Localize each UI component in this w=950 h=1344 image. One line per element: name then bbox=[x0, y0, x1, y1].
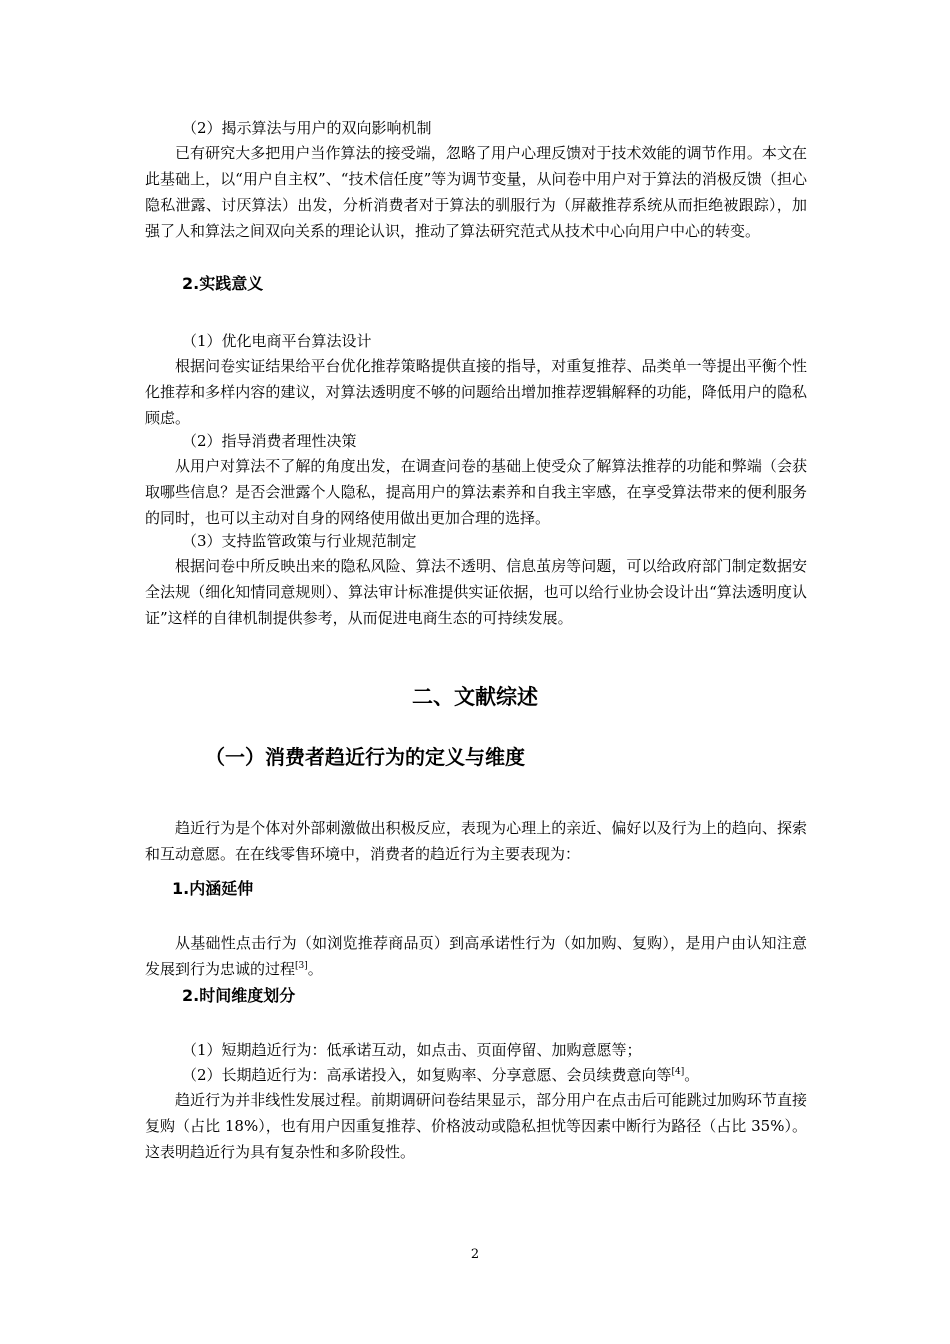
long-term-end: 。 bbox=[684, 1066, 700, 1084]
practice-item-2-title: （2）指导消费者理性决策 bbox=[182, 432, 357, 450]
connotation-body bbox=[145, 930, 807, 982]
approach-behavior-intro: 趋近行为是个体对外部刺激做出积极反应，表现为心理上的亲近、偏好以及行为上的趋向、探索和互动意愿。在在线零售环境中，消费者的趋近行为主要表现为： bbox=[145, 819, 807, 863]
practice-item-3-title: （3）支持监管政策与行业规范制定 bbox=[182, 532, 417, 550]
long-term-text: （2）长期趋近行为：高承诺投入，如复购率、分享意愿、会员续费意向等 bbox=[182, 1066, 672, 1084]
approach-behavior-conclusion: 趋近行为并非线性发展过程。前期调研问卷结果显示，部分用户在点击后可能跳过加购环节直接复购（占比 18%），也有用户因重复推荐、价格波动或隐私担忧等因素中断行为路径（占比 35%）。这表明趋近行为具有复杂性和多阶段性。 bbox=[145, 1091, 807, 1161]
practice-item-1-body: 根据问卷实证结果给平台优化推荐策略提供直接的指导，对重复推荐、品类单一等提出平衡个性化推荐和多样内容的建议，对算法透明度不够的问题给出增加推荐逻辑解释的功能，降低用户的隐私顾虑。 bbox=[145, 357, 807, 427]
subsection-1-title: （一）消费者趋近行为的定义与维度 bbox=[205, 745, 525, 769]
practice-heading: 2.实践意义 bbox=[182, 274, 264, 293]
page-number: 2 bbox=[470, 1247, 480, 1262]
long-term-item bbox=[182, 1062, 802, 1088]
section-2-title: 二、文献综述 bbox=[412, 685, 538, 709]
practice-item-1-title: （1）优化电商平台算法设计 bbox=[182, 332, 372, 350]
time-dimension-heading: 2.时间维度划分 bbox=[182, 986, 296, 1005]
item-2-title: （2）揭示算法与用户的双向影响机制 bbox=[182, 119, 432, 137]
connotation-heading: 1.内涵延伸 bbox=[172, 879, 254, 898]
short-term-item: （1）短期趋近行为：低承诺互动，如点击、页面停留、加购意愿等； bbox=[182, 1041, 642, 1059]
practice-item-3-body: 根据问卷中所反映出来的隐私风险、算法不透明、信息茧房等问题，可以给政府部门制定数据安全法规（细化知情同意规则）、算法审计标准提供实证依据，也可以给行业协会设计出“算法透明度认证”这样的自律机制提供参考，从而促进电商生态的可持续发展。 bbox=[145, 557, 807, 627]
reference-4: [4] bbox=[671, 1067, 685, 1077]
practice-item-2-body: 从用户对算法不了解的角度出发，在调查问卷的基础上使受众了解算法推荐的功能和弊端（会获取哪些信息？是否会泄露个人隐私，提高用户的算法素养和自我主宰感，在享受算法带来的便利服务的同时，也可以主动对自身的网络使用做出更加合理的选择。 bbox=[145, 457, 807, 527]
connotation-text: 从基础性点击行为（如浏览推荐商品页）到高承诺性行为（如加购、复购），是用户由认知注意发展到行为忠诚的过程 bbox=[145, 934, 807, 978]
connotation-end: 。 bbox=[307, 960, 323, 978]
reference-3: [3] bbox=[295, 961, 308, 971]
item-2-body: 已有研究大多把用户当作算法的接受端，忽略了用户心理反馈对于技术效能的调节作用。本文在此基础上，以“用户自主权”、“技术信任度”等为调节变量，从问卷中用户对于算法的消极反馈（担心隐私泄露、讨厌算法）出发，分析消费者对于算法的驯服行为（屏蔽推荐系统从而拒绝被跟踪），加强了人和算法之间双向关系的理论认识，推动了算法研究范式从技术中心向用户中心的转变。 bbox=[145, 144, 807, 240]
